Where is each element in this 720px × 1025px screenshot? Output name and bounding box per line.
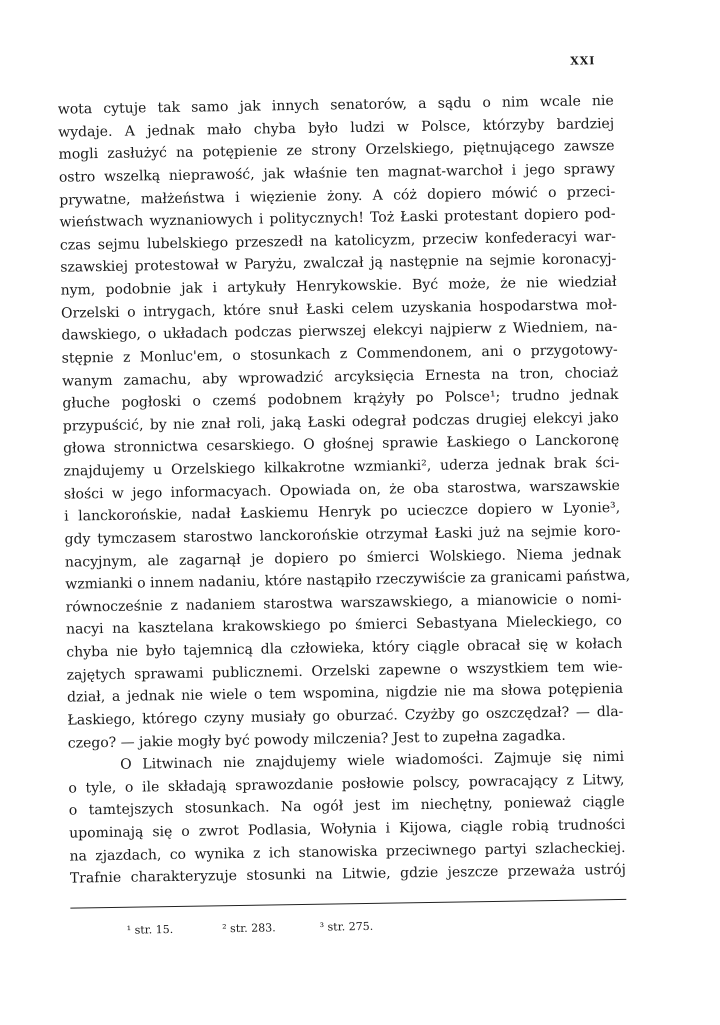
- text-line: wieństwach wyznaniowych i politycznych! Toż Łaski protestant dopiero pod-: [59, 206, 616, 231]
- text-line: wydaje. A jednak mało chyba było ludzi w Polsce, którzyby bardziej: [58, 115, 615, 141]
- footnote-1: ¹ str. 15.: [126, 922, 174, 937]
- text-line: dział, a jednak nie wiele o tem wspomina, nigdzie nie ma słowa potępienia: [66, 681, 624, 706]
- text-line: czas sejmu lubelskiego przeszedł na katolicyzm, przeciw konfederacyi war-: [59, 228, 617, 254]
- text-line: słości w jego informacyach. Opowiada on, że oba starostwa, warszawskie: [63, 477, 620, 503]
- text-line: i lanckorońskie, nadał Łaskiemu Henryk po ucieczce dopiero w Lyonie³,: [64, 500, 621, 525]
- text-line: o tyle, o ile składają sprawozdanie posłowie polscy, powracający z Litwy,: [68, 771, 625, 797]
- text-line: Orzelski o intrygach, które snuł Łaski celem uzyskania hospodarstwa moł-: [60, 296, 618, 322]
- text-line: stępnie z Monluc'em, o stosunkach z Commendonem, ani o przygotowy-: [61, 341, 618, 367]
- text-line: gdy tymczasem starostwo lanckorońskie otrzymał Łaski już na sejmie koro-: [64, 522, 621, 548]
- footnote-divider: [70, 899, 626, 909]
- text-line: prywatne, małżeństwa i więzienie żony. A cóż dopiero mówić o przeci-: [59, 183, 616, 209]
- text-line: wzmianki o innem nadaniu, które nastąpiło rzeczywiście za granicami państwa,: [65, 567, 631, 593]
- text-line: nacyi na kasztelana krakowskiego po śmierci Sebastyana Mieleckiego, co: [65, 613, 623, 639]
- footnote-2: ² str. 283.: [222, 921, 276, 936]
- text-line: znajdujemy u Orzelskiego kilkakrotne wzmianki², uderza jednak brak ści-: [63, 454, 620, 480]
- text-line: zajętych sprawami publicznemi. Orzelski zapewne o wszystkiem tem wie-: [66, 658, 623, 684]
- text-line: wota cytuje tak samo jak innych senatorów, a sądu o nim wcale nie: [57, 92, 614, 118]
- text-line: Łaskiego, którego czyny musiały go oburzać. Czyżby go oszczędzał? — dla-: [67, 703, 624, 729]
- main-text: [57, 90, 631, 891]
- page-number: XXI: [570, 54, 596, 68]
- text-line: dawskiego, o układach podczas pierwszej elekcyi najpierw z Wiedniem, na-: [61, 319, 618, 344]
- text-line: Trafnie charakteryzuje stosunki na Litwie, gdzie jeszcze przeważa ustrój: [69, 862, 626, 887]
- text-line: ostro wszelką nieprawość, jak właśnie ten magnat-warchoł i jego sprawy: [58, 160, 615, 186]
- text-line: nym, podobnie jak i artykuły Henrykowskie. Być może, że nie wiedział: [60, 273, 617, 299]
- text-line: upominają się o zwrot Podlasia, Wołynia i Kijowa, ciągle robią trudności: [69, 816, 626, 842]
- text-line: wanym zamachu, aby wprowadzić arcyksięcia Ernesta na tron, chociaż: [61, 364, 619, 390]
- text-line: szawskiej protestował w Paryżu, zwalczał ją następnie na sejmie koronacyj-: [60, 251, 617, 277]
- text-line: czego? — jakie mogły być powody milczenia? Jest to zupełna zagadka.: [67, 727, 566, 752]
- text-line: chyba nie było tajemnicą dla człowieka, który ciągle obracał się w kołach: [66, 635, 623, 661]
- text-line: mogli zasłużyć na potępienie ze strony Orzelskiego, piętnującego zawsze: [58, 138, 615, 163]
- footnotes: [127, 920, 374, 937]
- text-line: równocześnie z nadaniem starostwa warszawskiego, a mianowicie o nomi-: [65, 590, 622, 616]
- text-line: głowa stronnictwa cesarskiego. O głośnej sprawie Łaskiego o Lanckoronę: [63, 432, 620, 458]
- text-line: O Litwinach nie znajdujemy wiele wiadomości. Zajmuje się nimi: [120, 749, 625, 773]
- text-line: na zjazdach, co wynika z ich stanowiska przeciwnego partyi szlacheckiej.: [69, 839, 626, 865]
- text-line: o tamtejszych stosunkach. Na ogół jest im niechętny, ponieważ ciągle: [68, 794, 625, 819]
- text-line: nacyjnym, ale zagarnął je dopiero po śmierci Wolskiego. Niema jednak: [64, 545, 621, 571]
- text-line: głuche pogłoski o czemś podobnem krążyły po Polsce¹; trudno jednak: [62, 387, 619, 412]
- text-line: przypuścić, by nie znał roli, jaką Łaski odegrał podczas drugiej elekcyi jako: [62, 409, 619, 435]
- footnote-3: ³ str. 275.: [319, 919, 374, 934]
